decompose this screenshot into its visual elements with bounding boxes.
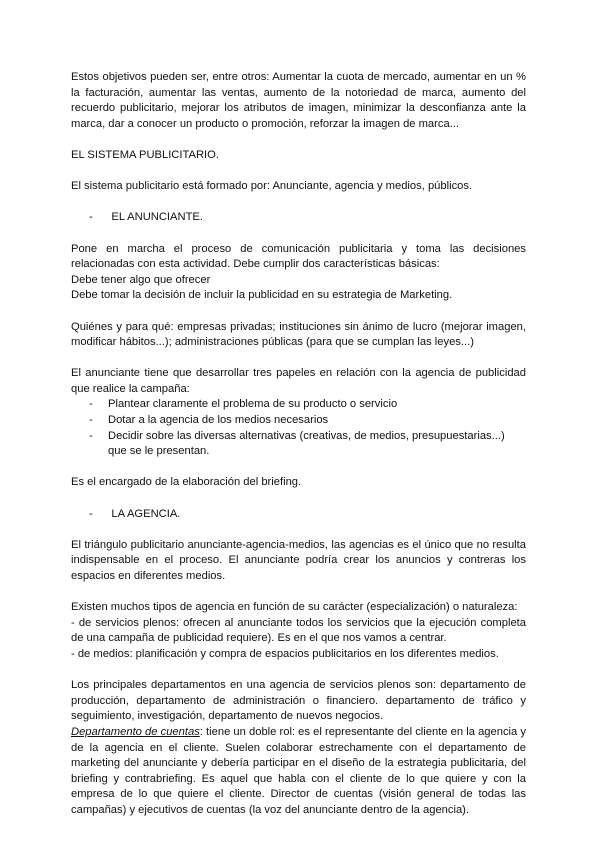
- list-item-text: Decidir sobre las diversas alternativas (creativas, de medios, presupuestarias...) que se le presentan.: [108, 429, 505, 458]
- heading-sistema-publicitario: EL SISTEMA PUBLICITARIO.: [71, 148, 219, 161]
- document-page: [71, 70, 526, 819]
- list-item: [71, 429, 526, 460]
- paragraph-papeles: El anunciante tiene que desarrollar tres papeles en relación con la agencia de publicidad que realice la campaña:: [71, 367, 526, 395]
- paragraph-tipos-intro: Existen muchos tipos de agencia en función de su carácter (especialización) o naturaleza:: [71, 601, 518, 614]
- list-item: [71, 413, 526, 429]
- paragraph-cuentas: [71, 725, 526, 819]
- dash-marker: -: [89, 414, 93, 427]
- paragraph-anunciante-req-2: Debe tomar la decisión de incluir la publicidad en su estrategia de Marketing.: [71, 289, 453, 302]
- list-item: [71, 397, 526, 413]
- paragraph-tipos-servicios: - de servicios plenos: ofrecen al anunciante todos los servicios que la ejecución completa de una campaña de publicidad requiere). Es en el que nos vamos a centrar.: [71, 616, 526, 645]
- paragraph-anunciante-intro: Pone en marcha el proceso de comunicación publicitaria y toma las decisiones relacionadas con esta actividad. Debe cumplir dos características básicas:: [71, 242, 526, 271]
- dash-marker: -: [89, 211, 93, 224]
- paragraph-triangulo: El triángulo publicitario anunciante-agencia-medios, las agencias es el único que no resulta indispensable en el proceso. El anunciante podría crear los anuncios y contreras los espacios en diferentes medios.: [71, 538, 526, 582]
- list-item-text: Dotar a la agencia de los medios necesarios: [108, 414, 329, 427]
- cuentas-text: : tiene un doble rol: es el representante del cliente en la agencia y de la agencia en el cliente. Suelen colaborar estrechamente con el departamento de marketing del anunciante y debería participar en el diseño de la estrategia publicitaria, del briefing y contrabriefing. Es aquel que habla con el cliente de lo que quiere y con la empresa de lo que quiere el cliente. Director de cuentas (visión general de todas las campañas) y ejecutivos de cuentas (la voz del anunciante dentro de la agencia).: [71, 725, 526, 816]
- departamentos-block: [71, 678, 526, 818]
- paragraph-objetivos: Estos objetivos pueden ser, entre otros: Aumentar la cuota de mercado, aumentar en un % la facturación, aumentar las ventas, aumento de la notoriedad de marca, aumento del recuerdo publicitario, mejorar los atributos de imagen, minimizar la desconfianza ante la marca, dar a conocer un producto o promoción, reforzar la imagen de marca...: [71, 71, 526, 130]
- paragraph-quienes: Quiénes y para qué: empresas privadas; instituciones sin ánimo de lucro (mejorar imagen, modificar hábitos...); administraciones públicas (para que se cumplan las leyes...): [71, 320, 526, 349]
- heading-anunciante-text: EL ANUNCIANTE.: [111, 211, 203, 224]
- cuentas-label: Departamento de cuentas: [71, 725, 200, 738]
- dash-marker: -: [89, 398, 93, 411]
- paragraph-anunciante-req-1: Debe tener algo que ofrecer: [71, 273, 211, 286]
- list-item-text: Plantear claramente el problema de su producto o servicio: [108, 398, 398, 411]
- heading-anunciante: [71, 210, 526, 226]
- paragraph-briefing: Es el encargado de la elaboración del briefing.: [71, 476, 302, 489]
- anunciante-block: [71, 242, 526, 304]
- dash-marker: -: [89, 429, 93, 442]
- papeles-block: [71, 366, 526, 460]
- heading-agencia: [71, 507, 526, 523]
- dash-marker: -: [89, 507, 93, 520]
- paragraph-departamentos: Los principales departamentos en una agencia de servicios plenos son: departamento de producción, departamento de administración o financiero. departamento de tráfico y seguimiento, investigación, departamento de nuevos negocios.: [71, 679, 526, 723]
- paragraph-sistema: El sistema publicitario está formado por: Anunciante, agencia y medios, públicos.: [71, 180, 473, 193]
- tipos-block: [71, 600, 526, 662]
- paragraph-tipos-medios: - de medios: planificación y compra de espacios publicitarios en los diferentes medios.: [71, 647, 499, 660]
- heading-agencia-text: LA AGENCIA.: [111, 507, 181, 520]
